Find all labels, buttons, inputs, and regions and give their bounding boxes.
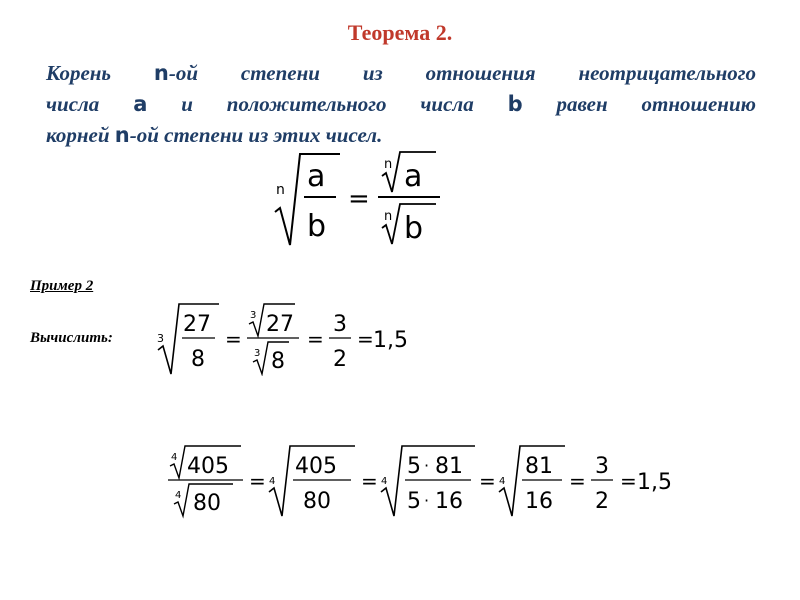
numerator: 27 bbox=[266, 312, 294, 337]
numerator: 3 bbox=[333, 312, 347, 337]
denominator-factor: 5 bbox=[407, 489, 421, 514]
radical-index: n bbox=[384, 209, 393, 224]
compute-label: Вычислить: bbox=[30, 330, 113, 346]
example-equation-1 bbox=[155, 300, 425, 376]
equals-sign: = bbox=[249, 469, 266, 493]
equals-sign: = bbox=[479, 469, 496, 493]
radical-index: 4 bbox=[499, 476, 506, 487]
radical-index: 3 bbox=[157, 332, 164, 345]
var-a: a bbox=[133, 92, 148, 116]
result-value: 1,5 bbox=[373, 328, 408, 353]
equals-sign: = bbox=[225, 327, 242, 351]
radical-index: 4 bbox=[175, 490, 182, 501]
statement-line-3: корней n-ой степени из этих чисел. bbox=[46, 123, 383, 147]
denominator-factor: 16 bbox=[435, 489, 463, 514]
var-b: b bbox=[507, 92, 523, 116]
theorem-title: Теорема 2. bbox=[347, 20, 453, 45]
numerator: 405 bbox=[187, 454, 229, 479]
numerator: 81 bbox=[525, 454, 553, 479]
numerator: 405 bbox=[295, 454, 337, 479]
equals-sign: = bbox=[307, 327, 324, 351]
numerator-factor: 5 bbox=[407, 454, 421, 479]
formula-numerator: a bbox=[404, 159, 423, 194]
var-n: n bbox=[114, 123, 130, 147]
statement-line-2: числа a и положительного числа b равен отношению bbox=[46, 92, 756, 116]
equals-sign: = bbox=[357, 327, 374, 351]
radical-index: 4 bbox=[171, 452, 178, 463]
denominator: 80 bbox=[193, 491, 221, 516]
multiply-dot: · bbox=[424, 491, 430, 510]
var-n: n bbox=[153, 61, 169, 85]
example-equation-2 bbox=[165, 442, 690, 520]
statement-line-1: Корень n-ой степени из отношения неотрицательного bbox=[46, 61, 756, 85]
denominator: 8 bbox=[191, 347, 205, 372]
denominator: 2 bbox=[595, 489, 609, 514]
formula-denominator: b bbox=[404, 211, 424, 246]
radical-index: 4 bbox=[269, 476, 276, 487]
formula-numerator: a bbox=[307, 159, 326, 194]
equals-sign: = bbox=[348, 184, 370, 214]
formula-denominator: b bbox=[307, 209, 327, 244]
theorem-formula bbox=[270, 150, 450, 250]
equals-sign: = bbox=[361, 469, 378, 493]
radical-index: 3 bbox=[250, 310, 257, 321]
denominator: 2 bbox=[333, 347, 347, 372]
multiply-dot: · bbox=[424, 456, 430, 475]
equals-sign: = bbox=[620, 469, 637, 493]
radical-index: 3 bbox=[254, 348, 261, 359]
result-value: 1,5 bbox=[637, 470, 672, 495]
numerator: 3 bbox=[595, 454, 609, 479]
theorem-statement bbox=[46, 58, 756, 151]
example-label: Пример 2 bbox=[30, 278, 94, 294]
denominator: 8 bbox=[271, 349, 285, 374]
radical-index: n bbox=[384, 157, 393, 172]
denominator: 80 bbox=[303, 489, 331, 514]
radical-index: 4 bbox=[381, 476, 388, 487]
denominator: 16 bbox=[525, 489, 553, 514]
equals-sign: = bbox=[569, 469, 586, 493]
numerator-factor: 81 bbox=[435, 454, 463, 479]
radical-index: n bbox=[276, 182, 285, 198]
numerator: 27 bbox=[183, 312, 211, 337]
